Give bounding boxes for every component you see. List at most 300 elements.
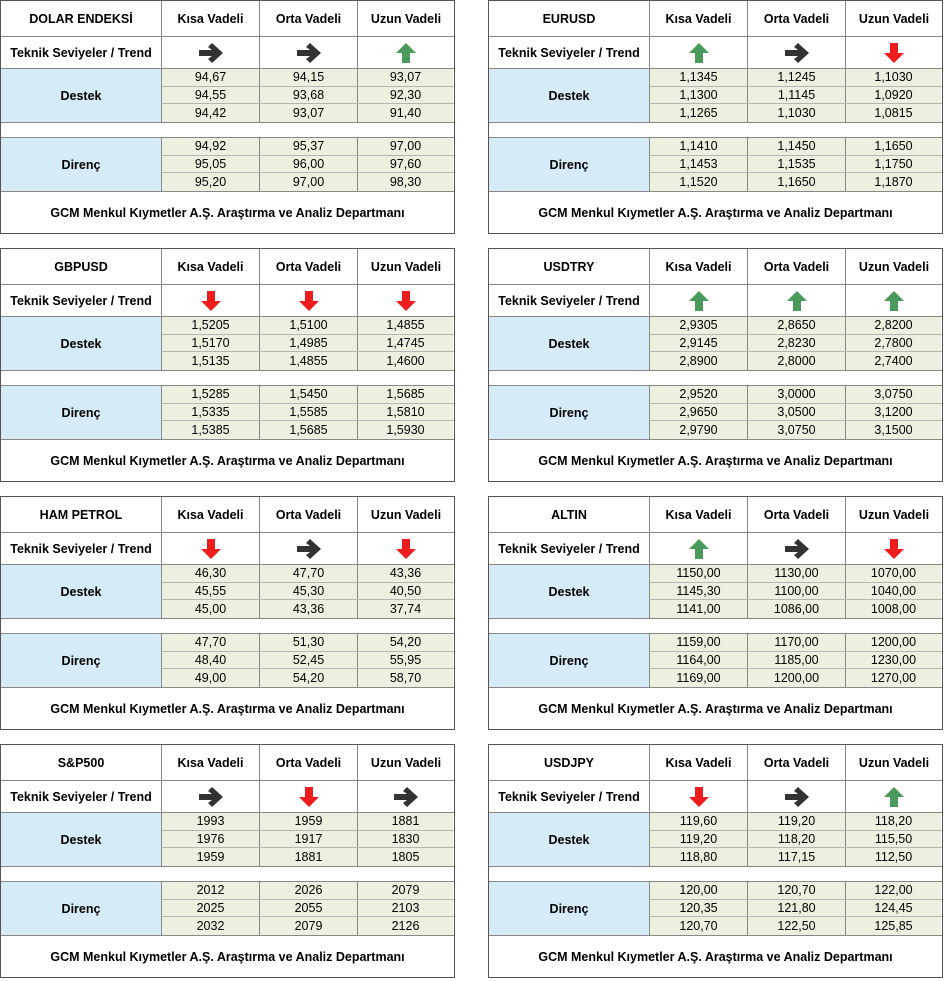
resistance-value: 51,30 <box>260 634 358 651</box>
long-term-trend <box>358 285 454 316</box>
short-term-trend <box>162 781 260 812</box>
footer-credit: GCM Menkul Kıymetler A.Ş. Araştırma ve Analiz Departmanı <box>50 453 405 468</box>
resistance-value: 1185,00 <box>748 652 846 669</box>
spacer-row <box>489 867 942 882</box>
support-value: 1,4745 <box>358 335 453 352</box>
arrow-right-icon <box>198 42 224 64</box>
support-label: Destek <box>489 317 650 370</box>
resistance-row <box>650 900 942 918</box>
resistance-label: Direnç <box>1 882 162 935</box>
support-value: 37,74 <box>358 600 453 618</box>
mid-term-trend <box>260 285 358 316</box>
support-value: 1,1345 <box>650 69 748 86</box>
resistance-value: 2079 <box>260 917 358 935</box>
resistance-values <box>650 138 942 191</box>
resistance-value: 2055 <box>260 900 358 917</box>
support-value: 43,36 <box>358 565 453 582</box>
support-row <box>162 104 454 122</box>
support-value: 40,50 <box>358 583 453 600</box>
resistance-value: 120,00 <box>650 882 748 899</box>
support-value: 47,70 <box>260 565 358 582</box>
resistance-row <box>650 917 942 935</box>
resistance-value: 3,0750 <box>846 386 941 403</box>
support-value: 1,1265 <box>650 104 748 122</box>
footer-credit: GCM Menkul Kıymetler A.Ş. Araştırma ve Analiz Departmanı <box>50 701 405 716</box>
arrow-down-icon <box>393 538 419 560</box>
trend-row <box>1 285 454 317</box>
instrument-title: S&P500 <box>1 745 162 780</box>
arrow-down-icon <box>296 290 322 312</box>
support-values <box>162 565 454 618</box>
resistance-values <box>162 138 454 191</box>
resistance-row <box>650 386 942 404</box>
resistance-values <box>162 882 454 935</box>
support-value: 1,5205 <box>162 317 260 334</box>
support-row <box>650 335 942 353</box>
long-term-trend <box>846 285 942 316</box>
resistance-values <box>162 634 454 687</box>
support-value: 1,5170 <box>162 335 260 352</box>
resistance-block <box>489 138 942 192</box>
arrow-up-icon <box>686 290 712 312</box>
short-term-trend <box>650 533 748 564</box>
support-value: 1,5135 <box>162 352 260 370</box>
support-value: 1150,00 <box>650 565 748 582</box>
resistance-value: 120,35 <box>650 900 748 917</box>
resistance-row <box>162 634 454 652</box>
resistance-block <box>1 386 454 440</box>
support-row <box>162 600 454 618</box>
support-value: 2,7800 <box>846 335 941 352</box>
resistance-value: 95,20 <box>162 173 260 191</box>
support-row <box>162 69 454 87</box>
resistance-value: 1164,00 <box>650 652 748 669</box>
footer-credit: GCM Menkul Kıymetler A.Ş. Araştırma ve Analiz Departmanı <box>538 205 893 220</box>
resistance-values <box>162 386 454 439</box>
header-row <box>1 497 454 533</box>
resistance-block <box>489 882 942 936</box>
arrow-right-icon <box>784 538 810 560</box>
long-term-header: Uzun Vadeli <box>858 755 930 770</box>
footer-credit: GCM Menkul Kıymetler A.Ş. Araştırma ve Analiz Departmanı <box>50 949 405 964</box>
support-value: 1,0815 <box>846 104 941 122</box>
trend-row <box>489 285 942 317</box>
arrow-right-icon <box>198 786 224 808</box>
support-row <box>650 831 942 849</box>
long-term-header: Uzun Vadeli <box>370 11 442 26</box>
support-row <box>650 104 942 122</box>
support-row <box>650 352 942 370</box>
support-value: 91,40 <box>358 104 453 122</box>
support-row <box>162 317 454 335</box>
arrow-down-icon <box>881 42 907 64</box>
support-row <box>650 848 942 866</box>
spacer-row <box>1 123 454 138</box>
resistance-block <box>1 634 454 688</box>
resistance-row <box>162 652 454 670</box>
resistance-label: Direnç <box>489 634 650 687</box>
support-row <box>650 87 942 105</box>
resistance-value: 1,5335 <box>162 404 260 421</box>
instrument-panel <box>488 744 943 978</box>
support-value: 45,30 <box>260 583 358 600</box>
support-row <box>650 317 942 335</box>
resistance-row <box>650 669 942 687</box>
support-value: 118,20 <box>846 813 941 830</box>
support-value: 94,15 <box>260 69 358 86</box>
arrow-right-icon <box>393 786 419 808</box>
mid-term-header: Orta Vadeli <box>748 745 846 780</box>
resistance-value: 2126 <box>358 917 453 935</box>
short-term-trend <box>650 37 748 68</box>
arrow-up-icon <box>686 538 712 560</box>
support-value: 93,68 <box>260 87 358 104</box>
resistance-value: 3,0500 <box>748 404 846 421</box>
long-term-trend <box>846 533 942 564</box>
resistance-value: 1,1520 <box>650 173 748 191</box>
support-value: 1,1245 <box>748 69 846 86</box>
resistance-value: 94,92 <box>162 138 260 155</box>
arrow-right-icon <box>784 42 810 64</box>
resistance-value: 1200,00 <box>846 634 941 651</box>
resistance-label: Direnç <box>1 386 162 439</box>
resistance-row <box>650 652 942 670</box>
resistance-value: 96,00 <box>260 156 358 173</box>
support-row <box>650 69 942 87</box>
support-block <box>489 565 942 619</box>
support-row <box>162 87 454 105</box>
resistance-row <box>162 900 454 918</box>
instrument-panel <box>0 496 455 730</box>
mid-term-trend <box>748 781 846 812</box>
instrument-panel <box>0 744 455 978</box>
arrow-right-icon <box>296 42 322 64</box>
long-term-trend <box>846 37 942 68</box>
resistance-values <box>650 882 942 935</box>
footer-credit: GCM Menkul Kıymetler A.Ş. Araştırma ve Analiz Departmanı <box>538 453 893 468</box>
resistance-label: Direnç <box>1 138 162 191</box>
resistance-value: 3,1200 <box>846 404 941 421</box>
instrument-title: GBPUSD <box>1 249 162 284</box>
support-value: 1,5100 <box>260 317 358 334</box>
resistance-value: 1,1650 <box>846 138 941 155</box>
resistance-value: 3,1500 <box>846 421 941 439</box>
support-value: 45,55 <box>162 583 260 600</box>
resistance-value: 1200,00 <box>748 669 846 687</box>
mid-term-header: Orta Vadeli <box>260 1 358 36</box>
support-row <box>162 848 454 866</box>
resistance-value: 98,30 <box>358 173 453 191</box>
resistance-value: 95,05 <box>162 156 260 173</box>
support-value: 1805 <box>358 848 453 866</box>
short-term-trend <box>650 285 748 316</box>
support-value: 1976 <box>162 831 260 848</box>
header-row <box>489 497 942 533</box>
support-row <box>162 813 454 831</box>
trend-label: Teknik Seviyeler / Trend <box>1 781 162 812</box>
short-term-header: Kısa Vadeli <box>162 1 260 36</box>
instrument-panel <box>0 0 455 234</box>
resistance-value: 2079 <box>358 882 453 899</box>
support-label: Destek <box>489 813 650 866</box>
support-values <box>650 565 942 618</box>
long-term-header: Uzun Vadeli <box>370 755 442 770</box>
resistance-value: 1,5285 <box>162 386 260 403</box>
arrow-up-icon <box>686 42 712 64</box>
resistance-value: 1170,00 <box>748 634 846 651</box>
support-block <box>1 813 454 867</box>
support-value: 1145,30 <box>650 583 748 600</box>
resistance-value: 2,9520 <box>650 386 748 403</box>
spacer-row <box>489 371 942 386</box>
support-value: 1,1030 <box>846 69 941 86</box>
footer-credit: GCM Menkul Kıymetler A.Ş. Araştırma ve Analiz Departmanı <box>50 205 405 220</box>
instrument-panel <box>488 0 943 234</box>
trend-label: Teknik Seviyeler / Trend <box>489 533 650 564</box>
resistance-label: Direnç <box>489 138 650 191</box>
resistance-row <box>162 917 454 935</box>
resistance-value: 1,1535 <box>748 156 846 173</box>
arrow-right-icon <box>296 538 322 560</box>
resistance-block <box>1 138 454 192</box>
mid-term-header: Orta Vadeli <box>260 745 358 780</box>
short-term-header: Kısa Vadeli <box>162 745 260 780</box>
support-value: 115,50 <box>846 831 941 848</box>
resistance-value: 2032 <box>162 917 260 935</box>
resistance-row <box>162 138 454 156</box>
resistance-value: 47,70 <box>162 634 260 651</box>
resistance-values <box>650 386 942 439</box>
resistance-value: 125,85 <box>846 917 941 935</box>
trend-row <box>489 533 942 565</box>
support-value: 1040,00 <box>846 583 941 600</box>
support-value: 94,67 <box>162 69 260 86</box>
footer-credit: GCM Menkul Kıymetler A.Ş. Araştırma ve Analiz Departmanı <box>538 949 893 964</box>
support-label: Destek <box>1 813 162 866</box>
header-row <box>489 249 942 285</box>
support-row <box>162 583 454 601</box>
resistance-value: 120,70 <box>650 917 748 935</box>
spacer-row <box>1 867 454 882</box>
support-value: 2,8900 <box>650 352 748 370</box>
resistance-value: 1,5385 <box>162 421 260 439</box>
resistance-value: 97,00 <box>260 173 358 191</box>
resistance-value: 95,37 <box>260 138 358 155</box>
resistance-row <box>162 173 454 191</box>
support-value: 1,0920 <box>846 87 941 104</box>
resistance-value: 1,1453 <box>650 156 748 173</box>
short-term-trend <box>162 37 260 68</box>
support-value: 2,8200 <box>846 317 941 334</box>
instrument-title: USDTRY <box>489 249 650 284</box>
header-row <box>1 249 454 285</box>
support-value: 1,1300 <box>650 87 748 104</box>
support-values <box>162 317 454 370</box>
mid-term-trend <box>748 533 846 564</box>
support-block <box>1 69 454 123</box>
header-row <box>489 745 942 781</box>
support-value: 1070,00 <box>846 565 941 582</box>
support-block <box>489 317 942 371</box>
resistance-value: 48,40 <box>162 652 260 669</box>
support-value: 119,60 <box>650 813 748 830</box>
resistance-value: 1270,00 <box>846 669 941 687</box>
arrow-down-icon <box>393 290 419 312</box>
support-value: 1130,00 <box>748 565 846 582</box>
resistance-values <box>650 634 942 687</box>
resistance-value: 54,20 <box>260 669 358 687</box>
arrow-up-icon <box>881 290 907 312</box>
support-block <box>1 317 454 371</box>
support-value: 119,20 <box>748 813 846 830</box>
resistance-row <box>650 634 942 652</box>
support-value: 2,8000 <box>748 352 846 370</box>
short-term-header: Kısa Vadeli <box>650 1 748 36</box>
support-value: 1917 <box>260 831 358 848</box>
resistance-value: 1,5585 <box>260 404 358 421</box>
resistance-value: 1,1870 <box>846 173 941 191</box>
arrow-down-icon <box>296 786 322 808</box>
resistance-block <box>489 386 942 440</box>
trend-row <box>1 533 454 565</box>
arrow-down-icon <box>686 786 712 808</box>
short-term-trend <box>162 533 260 564</box>
resistance-row <box>650 882 942 900</box>
short-term-header: Kısa Vadeli <box>650 745 748 780</box>
resistance-value: 2025 <box>162 900 260 917</box>
resistance-value: 1169,00 <box>650 669 748 687</box>
support-value: 92,30 <box>358 87 453 104</box>
resistance-value: 2026 <box>260 882 358 899</box>
support-row <box>162 352 454 370</box>
support-row <box>162 335 454 353</box>
instrument-title: USDJPY <box>489 745 650 780</box>
support-label: Destek <box>489 565 650 618</box>
resistance-value: 1,5810 <box>358 404 453 421</box>
support-value: 2,8650 <box>748 317 846 334</box>
support-value: 1,4985 <box>260 335 358 352</box>
header-row <box>489 1 942 37</box>
arrow-down-icon <box>198 290 224 312</box>
instrument-panel <box>488 248 943 482</box>
support-block <box>1 565 454 619</box>
resistance-value: 2103 <box>358 900 453 917</box>
resistance-value: 1,1450 <box>748 138 846 155</box>
resistance-value: 1159,00 <box>650 634 748 651</box>
instrument-title: EURUSD <box>489 1 650 36</box>
support-row <box>650 583 942 601</box>
mid-term-header: Orta Vadeli <box>260 249 358 284</box>
mid-term-trend <box>748 37 846 68</box>
instrument-panel <box>488 496 943 730</box>
mid-term-header: Orta Vadeli <box>748 1 846 36</box>
resistance-value: 1230,00 <box>846 652 941 669</box>
support-block <box>489 813 942 867</box>
resistance-value: 1,5930 <box>358 421 453 439</box>
arrow-down-icon <box>198 538 224 560</box>
support-value: 1959 <box>162 848 260 866</box>
support-value: 43,36 <box>260 600 358 618</box>
support-value: 119,20 <box>650 831 748 848</box>
resistance-value: 3,0750 <box>748 421 846 439</box>
resistance-block <box>489 634 942 688</box>
resistance-value: 1,1650 <box>748 173 846 191</box>
resistance-row <box>162 421 454 439</box>
support-label: Destek <box>1 565 162 618</box>
support-value: 1008,00 <box>846 600 941 618</box>
support-value: 118,80 <box>650 848 748 866</box>
spacer-row <box>489 619 942 634</box>
support-value: 1100,00 <box>748 583 846 600</box>
resistance-value: 97,00 <box>358 138 453 155</box>
mid-term-header: Orta Vadeli <box>260 497 358 532</box>
instrument-title: HAM PETROL <box>1 497 162 532</box>
support-value: 93,07 <box>358 69 453 86</box>
short-term-header: Kısa Vadeli <box>162 249 260 284</box>
arrow-up-icon <box>881 786 907 808</box>
trend-row <box>489 781 942 813</box>
support-value: 2,9305 <box>650 317 748 334</box>
resistance-value: 120,70 <box>748 882 846 899</box>
support-value: 2,7400 <box>846 352 941 370</box>
support-values <box>650 317 942 370</box>
resistance-row <box>650 173 942 191</box>
short-term-header: Kısa Vadeli <box>650 497 748 532</box>
support-value: 1,1145 <box>748 87 846 104</box>
resistance-value: 122,00 <box>846 882 941 899</box>
long-term-header: Uzun Vadeli <box>370 259 442 274</box>
support-row <box>162 565 454 583</box>
long-term-header: Uzun Vadeli <box>858 11 930 26</box>
support-row <box>650 600 942 618</box>
support-values <box>162 69 454 122</box>
long-term-trend <box>358 37 454 68</box>
mid-term-header: Orta Vadeli <box>748 249 846 284</box>
short-term-header: Kısa Vadeli <box>650 249 748 284</box>
trend-label: Teknik Seviyeler / Trend <box>1 285 162 316</box>
support-value: 46,30 <box>162 565 260 582</box>
instrument-title: ALTIN <box>489 497 650 532</box>
mid-term-trend <box>260 533 358 564</box>
resistance-value: 49,00 <box>162 669 260 687</box>
resistance-value: 58,70 <box>358 669 453 687</box>
resistance-value: 52,45 <box>260 652 358 669</box>
support-value: 1,1030 <box>748 104 846 122</box>
resistance-label: Direnç <box>1 634 162 687</box>
resistance-value: 1,1750 <box>846 156 941 173</box>
support-label: Destek <box>1 317 162 370</box>
resistance-row <box>162 669 454 687</box>
trend-label: Teknik Seviyeler / Trend <box>489 285 650 316</box>
instrument-title: DOLAR ENDEKSİ <box>1 1 162 36</box>
resistance-value: 1,1410 <box>650 138 748 155</box>
arrow-up-icon <box>784 290 810 312</box>
arrow-right-icon <box>784 786 810 808</box>
long-term-trend <box>358 533 454 564</box>
spacer-row <box>1 619 454 634</box>
resistance-label: Direnç <box>489 882 650 935</box>
support-label: Destek <box>489 69 650 122</box>
resistance-value: 54,20 <box>358 634 453 651</box>
trend-label: Teknik Seviyeler / Trend <box>489 781 650 812</box>
support-row <box>162 831 454 849</box>
support-value: 2,8230 <box>748 335 846 352</box>
resistance-value: 97,60 <box>358 156 453 173</box>
support-values <box>650 69 942 122</box>
resistance-row <box>650 156 942 174</box>
resistance-value: 1,5450 <box>260 386 358 403</box>
instrument-panel <box>0 248 455 482</box>
